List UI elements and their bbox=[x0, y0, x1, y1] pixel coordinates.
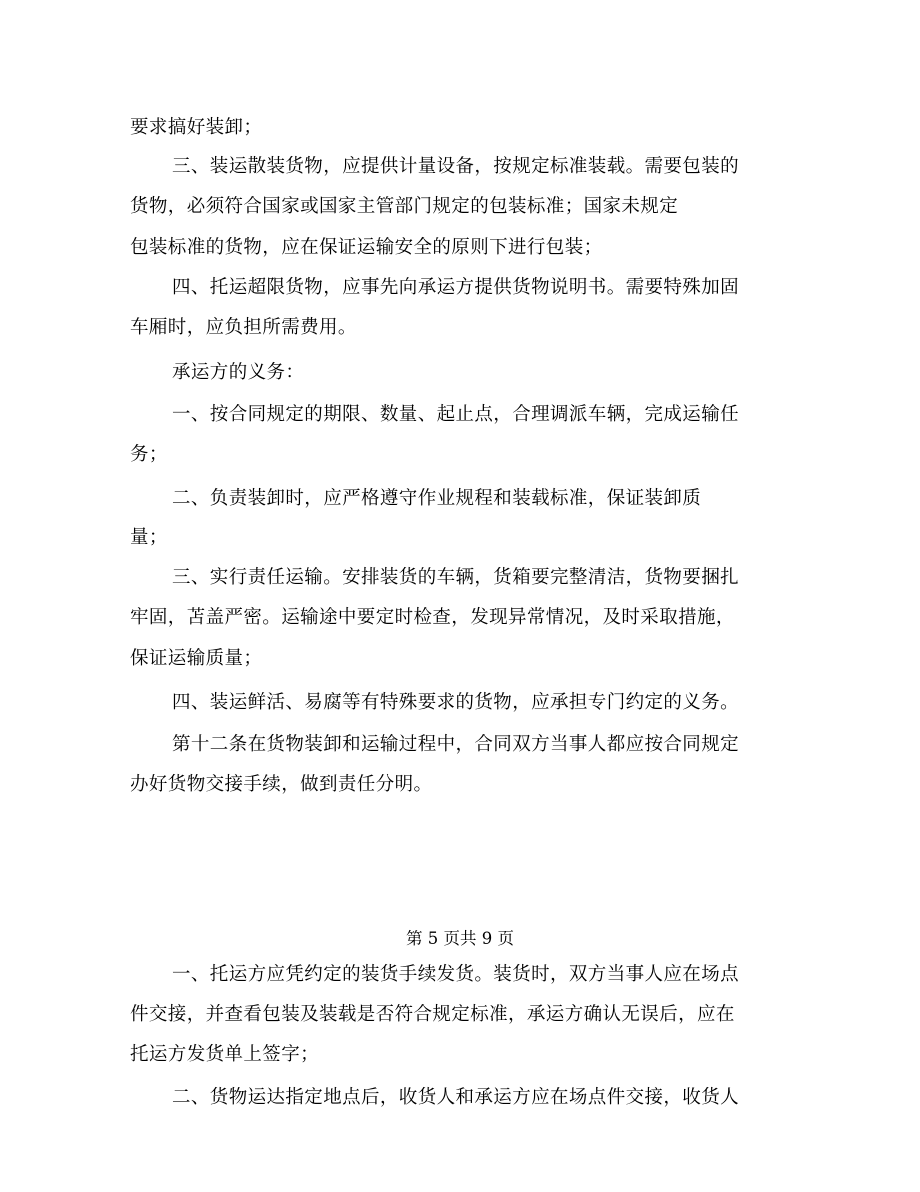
text-line: 量； bbox=[130, 527, 168, 548]
text-line: 一、托运方应凭约定的装货手续发货。装货时，双方当事人应在场点 bbox=[172, 964, 740, 985]
text-line: 承运方的义务： bbox=[172, 362, 305, 383]
text-line: 二、负责装卸时，应严格遵守作业规程和装载标准，保证装卸质 bbox=[172, 488, 702, 509]
text-line: 货物，必须符合国家或国家主管部门规定的包装标准；国家未规定 bbox=[130, 196, 679, 217]
text-line: 托运方发货单上签字； bbox=[130, 1044, 320, 1065]
text-line: 二、货物运达指定地点后，收货人和承运方应在场点件交接，收货人 bbox=[172, 1087, 740, 1108]
text-line: 三、装运散装货物，应提供计量设备，按规定标准装载。需要包装的 bbox=[172, 156, 740, 177]
page-number-footer: 第 5 页共 9 页 bbox=[406, 929, 514, 948]
text-line: 牢固，苫盖严密。运输途中要定时检查，发现异常情况，及时采取措施， bbox=[130, 607, 735, 628]
text-line: 保证运输质量； bbox=[130, 648, 263, 669]
text-line: 件交接，并查看包装及装载是否符合规定标准，承运方确认无误后，应在 bbox=[130, 1004, 735, 1025]
text-line: 四、托运超限货物，应事先向承运方提供货物说明书。需要特殊加固 bbox=[172, 277, 740, 298]
text-line: 务； bbox=[130, 444, 168, 465]
text-line: 四、装运鲜活、易腐等有特殊要求的货物，应承担专门约定的义务。 bbox=[172, 692, 740, 713]
text-line: 车厢时，应负担所需费用。 bbox=[130, 317, 357, 338]
text-line: 办好货物交接手续，做到责任分明。 bbox=[130, 774, 433, 795]
text-line: 要求搞好装卸； bbox=[130, 117, 263, 138]
text-line: 一、按合同规定的期限、数量、起止点，合理调派车辆，完成运输任 bbox=[172, 404, 740, 425]
text-line: 第十二条在货物装卸和运输过程中，合同双方当事人都应按合同规定 bbox=[172, 734, 740, 755]
text-line: 三、实行责任运输。安排装货的车辆，货箱要完整清洁，货物要捆扎 bbox=[172, 567, 740, 588]
text-line: 包装标准的货物，应在保证运输安全的原则下进行包装； bbox=[130, 237, 603, 258]
